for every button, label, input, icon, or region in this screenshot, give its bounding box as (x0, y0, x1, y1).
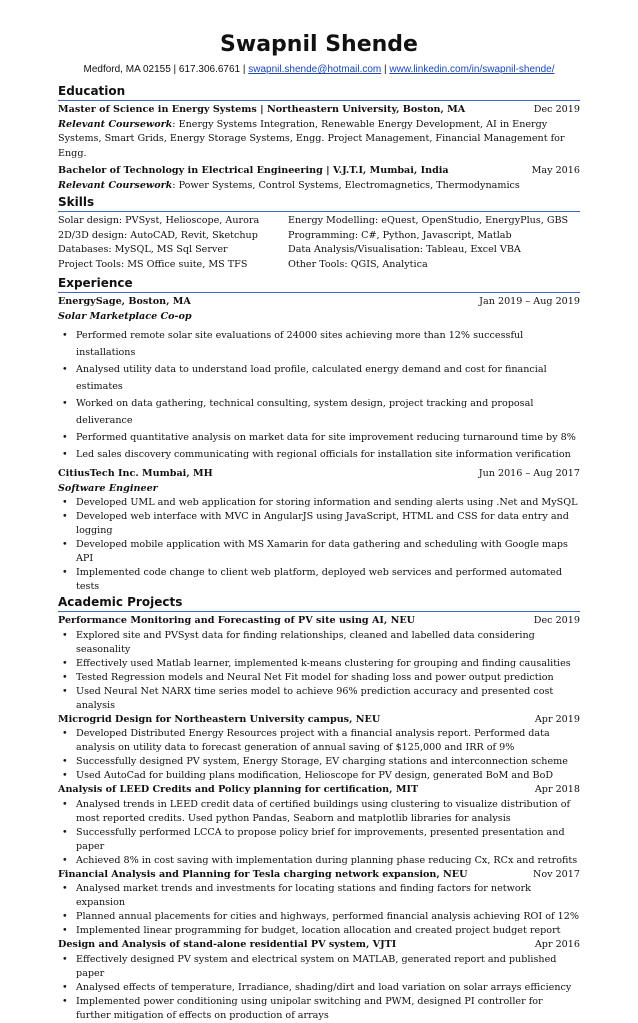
job-company: CitiusTech Inc. Mumbai, MH (58, 468, 213, 479)
coursework-label: Relevant Coursework (58, 118, 173, 130)
bullet-item: • Successfully designed PV system, Energy Storage, EV charging stations and interconnection scheme (76, 755, 580, 769)
skills-grid (58, 214, 580, 272)
project-bullets (58, 798, 580, 868)
section-education: Education (58, 84, 580, 101)
project-row (58, 783, 580, 798)
bullet-item: • Developed web interface with MVC in AngularJS using JavaScript, HTML and CSS for data entry and logging (76, 510, 580, 538)
project-row (58, 713, 580, 728)
project-row (58, 868, 580, 883)
skill-item: Energy Modelling: eQuest, OpenStudio, EnergyPlus, GBS (288, 215, 569, 226)
section-experience: Experience (58, 276, 580, 293)
coursework (58, 118, 580, 162)
job-role: Software Engineer (58, 482, 158, 494)
project-title: Analysis of LEED Credits and Policy planning for certification, MIT (58, 784, 419, 795)
bullet-item: • Performed quantitative analysis on market data for site improvement reducing turnaround time by 8% (76, 429, 580, 446)
bullet-item: • Analysed utility data to understand load profile, calculated energy demand and cost for financial estimates (76, 361, 580, 395)
bullet-item: • Analysed effects of temperature, Irradiance, shading/dirt and load variation on solar arrays efficiency (76, 981, 580, 995)
bullet-item: • Worked on data gathering, technical consulting, system design, project tracking and proposal deliverance (76, 395, 580, 429)
skill-item: 2D/3D design: AutoCAD, Revit, Sketchup (58, 229, 258, 241)
job-company: EnergySage, Boston, MA (58, 296, 191, 307)
degree-title: Master of Science in Energy Systems | Northeastern University, Boston, MA (58, 104, 466, 115)
resume-name: Swapnil Shende (220, 32, 418, 57)
bullet-item: • Effectively designed PV system and electrical system on MATLAB, generated report and published paper (76, 953, 580, 981)
coursework-text: : Energy Systems Integration, Renewable Energy Development, AI in Energy Systems, Smart Grids, Energy Storage Systems, Engg. Project Management, Financial Management for Engg. (58, 118, 565, 159)
bullet-item: • Used Neural Net NARX time series model to achieve 96% prediction accuracy and presented cost analysis (76, 685, 580, 713)
project-date: Dec 2019 (533, 615, 580, 626)
project-title: Design and Analysis of stand-alone residential PV system, VJTI (58, 939, 397, 950)
bullet-item: • Implemented power conditioning using unipolar switching and PWM, designed PI controller for further mitigation of effects on production of arrays (76, 995, 580, 1023)
project-title: Microgrid Design for Northeastern University campus, NEU (58, 713, 381, 725)
degree-row (58, 103, 580, 118)
job-date: Jun 2016 – Aug 2017 (478, 468, 580, 479)
bullet-item: • Achieved 8% in cost saving with implementation during planning phase reducing Cx, RCx and retrofits (76, 854, 580, 868)
project-date: Nov 2017 (532, 868, 580, 880)
project-bullets (58, 629, 580, 713)
bullet-item: • Used AutoCad for building plans modification, Helioscope for PV design, generated BoM and BoD (76, 769, 580, 783)
coursework-text: : Power Systems, Control Systems, Electromagnetics, Thermodynamics (172, 179, 520, 191)
skill-item: Databases: MySQL, MS Sql Server (58, 244, 228, 255)
job-bullets (58, 496, 580, 594)
project-date: Apr 2016 (534, 939, 580, 950)
email-link[interactable]: swapnil.shende@hotmail.com (248, 64, 382, 75)
bullet-item: • Led sales discovery communicating with regional officials for installation site information verification (76, 446, 580, 463)
degree-date: Dec 2019 (533, 104, 580, 115)
job-date: Jan 2019 – Aug 2019 (479, 296, 580, 307)
bullet-item: • Effectively used Matlab learner, implemented k-means clustering for grouping and finding causalities (76, 657, 580, 671)
bullet-item: • Planned annual placements for cities and highways, performed financial analysis achieving ROI of 12% (76, 910, 580, 924)
contact-line (58, 63, 580, 76)
project-bullets (58, 953, 580, 1023)
degree-row (58, 164, 580, 179)
skill-item: Solar design: PVSyst, Helioscope, Aurora (58, 215, 260, 226)
project-row (58, 938, 580, 953)
skill-item: Project Tools: MS Office suite, MS TFS (58, 258, 248, 270)
bullet-item: • Developed UML and web application for storing information and sending alerts using .Net and MySQL (76, 496, 580, 510)
job-row (58, 467, 580, 482)
bullet-item: • Implemented linear programming for budget, location allocation and created project budget report (76, 924, 580, 938)
bullet-item: • Performed remote solar site evaluations of 24000 sites achieving more than 12% successful installations (76, 327, 580, 361)
bullet-item: • Successfully performed LCCA to propose policy brief for improvements, presented presentation and paper (76, 826, 580, 854)
bullet-item: • Tested Regression models and Neural Net Fit model for shading loss and power output prediction (76, 671, 580, 685)
bullet-item: • Explored site and PVSyst data for finding relationships, cleaned and labelled data considering seasonality (76, 629, 580, 657)
bullet-item: • Analysed market trends and investments for locating stations and finding factors for network expansion (76, 882, 580, 910)
job-row (58, 295, 580, 310)
bullet-item: • Analysed trends in LEED credit data of certified buildings using clustering to visualize distribution of most reported credits. Used python Pandas, Seaborn and matplotlib libraries for analysis (76, 798, 580, 826)
job-bullets (58, 327, 580, 463)
contact-separator: | (381, 64, 390, 75)
project-bullets (58, 882, 580, 938)
coursework-label: Relevant Coursework (58, 179, 173, 191)
skill-item: Data Analysis/Visualisation: Tableau, Excel VBA (288, 244, 521, 255)
degree-date: May 2016 (531, 165, 580, 176)
bullet-item: • Developed mobile application with MS Xamarin for data gathering and scheduling with Google maps API (76, 538, 580, 566)
project-title: Performance Monitoring and Forecasting of PV site using AI, NEU (58, 615, 416, 626)
coursework (58, 179, 580, 194)
degree-title: Bachelor of Technology in Electrical Engineering | V.J.T.I, Mumbai, India (58, 165, 449, 176)
bullet-item: • Developed Distributed Energy Resources project with a financial analysis report. Performed data analysis on utility data to forecast generation of annual saving of $125,000 and IRR of 9% (76, 727, 580, 755)
section-skills: Skills (58, 195, 580, 212)
skill-item: Other Tools: QGIS, Analytica (288, 258, 428, 270)
project-bullets (58, 727, 580, 783)
project-title: Financial Analysis and Planning for Tesla charging network expansion, NEU (58, 868, 468, 880)
bullet-item: • Implemented code change to client web platform, deployed web services and performed automated tests (76, 566, 580, 594)
linkedin-link[interactable]: www.linkedin.com/in/swapnil-shende/ (389, 64, 555, 75)
section-projects: Academic Projects (58, 595, 580, 612)
job-role: Solar Marketplace Co-op (58, 310, 192, 322)
project-date: Apr 2019 (534, 713, 580, 725)
project-date: Apr 2018 (534, 784, 580, 795)
skill-item: Programming: C#, Python, Javascript, Matlab (288, 229, 512, 241)
contact-address-phone: Medford, MA 02155 | 617.306.6761 | (83, 64, 249, 75)
project-row (58, 614, 580, 629)
